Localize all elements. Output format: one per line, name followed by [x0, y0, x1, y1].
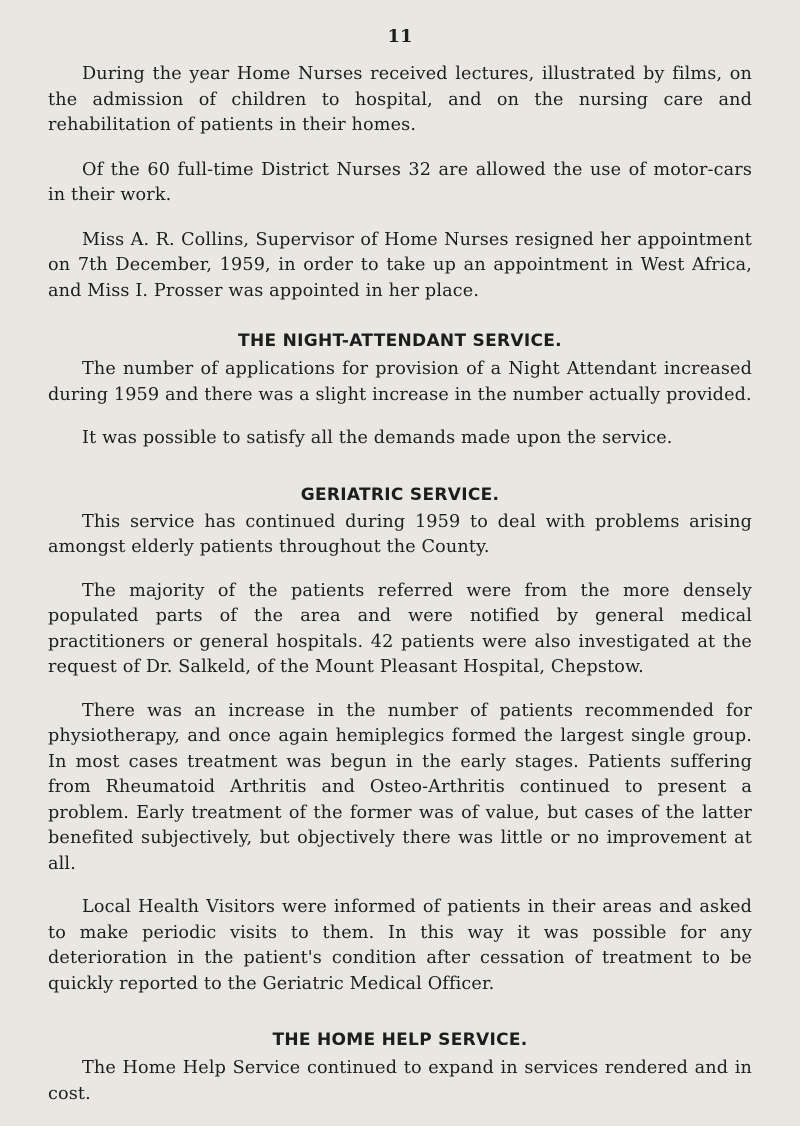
- geriatric-paragraph-4: Local Health Visitors were informed of patients in their areas and asked to make periodic visits to them. In this way it was possible for any deterioration in the patient's condition after cessation of treatment to be quickly reported to the Geriatric Medical Officer.: [48, 897, 752, 994]
- intro-paragraph-supervisor: Miss A. R. Collins, Supervisor of Home Nurses resigned her appointment on 7th December, 1959, in order to take up an appointment in West Africa, and Miss I. Prosser was appointed in her place.: [48, 229, 752, 301]
- geriatric-paragraph-3: There was an increase in the number of patients recommended for physiotherapy, and once again hemiplegics formed the largest single group. In most cases treatment was begun in the early stages. Patients suffering from Rheumatoid Arthritis and Osteo-Arthritis continued to present a problem. Early treatment of the former was of value, but cases of the latter benefited subjectively, but objectively there was little or no improvement at all.: [48, 700, 752, 874]
- intro-paragraph-lectures: During the year Home Nurses received lectures, illustrated by films, on the admission of children to hospital, and on the nursing care and rehabilitation of patients in their homes.: [48, 64, 752, 135]
- home-help-paragraph-1: The Home Help Service continued to expand in services rendered and in cost.: [48, 1058, 752, 1104]
- heading-geriatric: GERIATRIC SERVICE.: [300, 484, 500, 505]
- geriatric-paragraph-2: The majority of the patients referred were from the more densely populated parts of the area and were notified by general medical practitioners or general hospitals. 42 patients were also investigated at the request of Dr. Salkeld, of the Mount Pleasant Hospital, Chepstow.: [48, 580, 752, 677]
- page-number: 11: [387, 26, 413, 47]
- page-content: [48, 62, 752, 1107]
- intro-paragraph-motor-cars: Of the 60 full-time District Nurses 32 are allowed the use of motor-cars in their work.: [48, 159, 752, 205]
- night-attendant-paragraph-2: It was possible to satisfy all the demands made upon the service.: [82, 428, 673, 448]
- heading-night-attendant: THE NIGHT-ATTENDANT SERVICE.: [238, 331, 562, 351]
- heading-home-help: THE HOME HELP SERVICE.: [272, 1030, 528, 1050]
- geriatric-paragraph-1: This service has continued during 1959 to deal with problems arising amongst elderly patients throughout the County.: [48, 511, 752, 557]
- night-attendant-paragraph-1: The number of applications for provision of a Night Attendant increased during 1959 and there was a slight increase in the number actually provided.: [48, 359, 752, 405]
